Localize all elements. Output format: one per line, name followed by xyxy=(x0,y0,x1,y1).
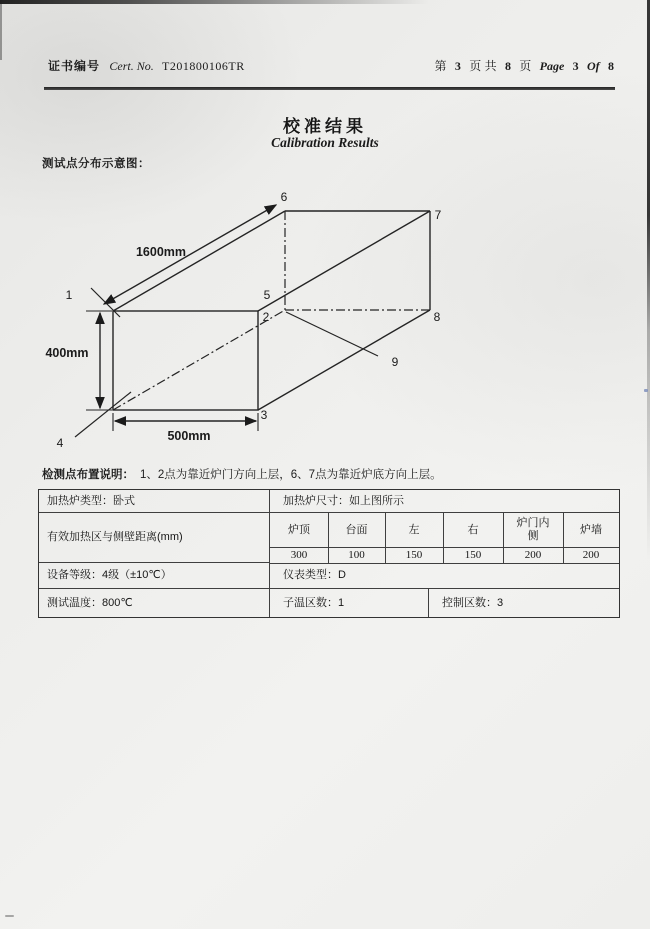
furnace-test-points-diagram xyxy=(0,178,650,468)
cert-label-en: Cert. No. xyxy=(109,59,154,73)
cell-control-zones: 控制区数：3 xyxy=(442,596,504,609)
value-worktable: 100 xyxy=(328,547,386,564)
point-label-3: 3 xyxy=(260,408,268,422)
leader-point-9 xyxy=(286,312,378,356)
value-left: 150 xyxy=(385,547,444,564)
certificate-number-line xyxy=(48,57,245,74)
cell-device-grade: 设备等级：4级（±10℃） xyxy=(39,563,270,589)
leader-point-4 xyxy=(75,392,131,437)
note-label: 检测点布置说明： xyxy=(42,469,134,481)
box-edge-2-7 xyxy=(258,211,430,311)
header-divider-rule xyxy=(44,87,615,90)
point-label-6: 6 xyxy=(280,190,288,204)
point-label-2: 2 xyxy=(262,310,270,324)
col-header-right: 右 xyxy=(443,513,504,548)
cell-furnace-type: 加热炉类型：卧式 xyxy=(39,490,270,513)
page-en-num: 3 xyxy=(572,59,579,73)
box-hidden-edge-4-back xyxy=(113,310,285,410)
page-total: 8 xyxy=(504,59,511,73)
point-label-8: 8 xyxy=(433,310,441,324)
page-title: 校准结果 xyxy=(283,117,367,136)
page-number-line xyxy=(430,57,614,74)
scan-edge-left xyxy=(0,0,2,60)
page-en-total: 8 xyxy=(608,59,614,73)
col-header-furnace-wall: 炉墙 xyxy=(563,513,619,548)
value-right: 150 xyxy=(443,547,504,564)
calibration-parameters-table xyxy=(38,489,620,618)
point-label-5: 5 xyxy=(263,288,271,302)
page-num: 3 xyxy=(454,59,461,73)
col-header-worktable: 台面 xyxy=(328,513,386,548)
dimension-label-length: 1600mm xyxy=(135,245,187,259)
point-label-7: 7 xyxy=(434,208,442,222)
page-zh-prefix: 第 xyxy=(434,59,447,73)
page-en-label: Page xyxy=(539,59,565,73)
col-header-door-inside xyxy=(503,513,564,548)
scan-speck xyxy=(5,915,14,917)
box-front-face xyxy=(113,311,258,410)
value-door-inside: 200 xyxy=(503,547,564,564)
col-header-door-inside-text: 炉门内侧 xyxy=(516,517,550,542)
dimension-label-width: 500mm xyxy=(167,429,211,443)
note-text: 1、2点为靠近炉门方向上层，6、7点为靠近炉底方向上层。 xyxy=(140,469,442,481)
cell-heating-zone-label: 有效加热区与侧壁距离(mm) xyxy=(39,513,270,563)
col-header-furnace-top: 炉顶 xyxy=(270,513,329,548)
cell-instrument-type: 仪表类型：D xyxy=(270,563,619,589)
box-edge-3-8 xyxy=(258,310,430,410)
dimension-arrow-length xyxy=(104,205,276,304)
page-subtitle: Calibration Results xyxy=(271,135,379,150)
dimension-label-height: 400mm xyxy=(45,346,89,360)
value-furnace-wall: 200 xyxy=(563,547,619,564)
value-furnace-top: 300 xyxy=(270,547,329,564)
test-point-note xyxy=(42,466,442,482)
page-en-of: Of xyxy=(586,59,600,73)
cell-sub-zones: 子温区数：1 xyxy=(270,589,429,617)
cert-number: T201800106TR xyxy=(162,59,245,73)
diagram-caption: 测试点分布示意图： xyxy=(42,158,150,170)
cell-furnace-size: 加热炉尺寸：如上图所示 xyxy=(270,490,619,513)
page-zh-suffix: 页 xyxy=(519,59,532,73)
point-label-4: 4 xyxy=(56,436,64,450)
col-header-left: 左 xyxy=(385,513,444,548)
cert-label-zh: 证书编号 xyxy=(48,59,101,73)
point-label-9: 9 xyxy=(391,355,399,369)
page-zh-mid: 页 共 xyxy=(469,59,497,73)
point-label-1: 1 xyxy=(65,288,73,302)
box-edge-1-6 xyxy=(113,211,285,311)
scan-edge-top xyxy=(0,0,650,4)
cell-test-temperature: 测试温度：800℃ xyxy=(39,589,270,617)
